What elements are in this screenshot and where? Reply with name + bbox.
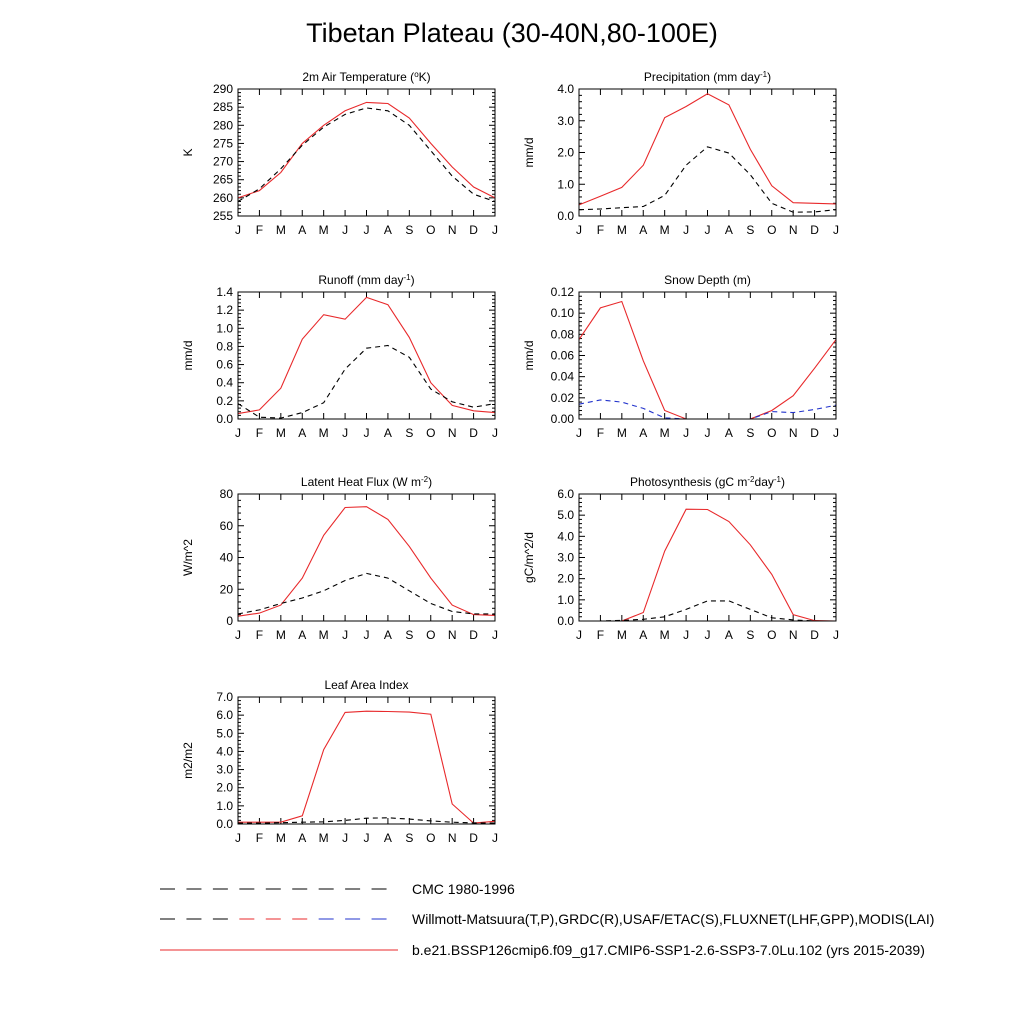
y-tick-label: 0.4 [216, 375, 233, 390]
y-tick-label: 1.0 [557, 592, 574, 607]
x-tick-label: A [298, 223, 307, 237]
y-axis-label: W/m^2 [181, 539, 195, 576]
y-tick-label: 285 [212, 100, 233, 115]
x-tick-label: F [255, 628, 264, 642]
x-tick-label: F [255, 426, 264, 440]
x-tick-label: A [383, 223, 392, 237]
x-tick-label: J [576, 628, 582, 642]
x-tick-label: D [810, 426, 819, 440]
x-tick-label: A [298, 831, 307, 845]
x-tick-label: J [235, 426, 241, 440]
x-tick-label: J [833, 223, 839, 237]
x-tick-label: J [492, 426, 498, 440]
panel-title: Runoff (mm day$^{-1}$) [318, 272, 415, 287]
y-tick-label: 2.0 [557, 571, 574, 586]
x-tick-label: D [469, 426, 478, 440]
x-tick-label: O [767, 223, 777, 237]
y-tick-label: 80 [219, 487, 233, 501]
x-tick-label: A [724, 426, 733, 440]
series-line-model [238, 297, 495, 413]
x-tick-label: J [704, 628, 711, 642]
y-tick-label: 275 [212, 136, 233, 151]
chart-panel-snow_depth [522, 273, 839, 440]
x-tick-label: N [447, 831, 457, 845]
y-tick-label: 260 [212, 190, 233, 205]
x-tick-label: S [746, 426, 755, 440]
y-tick-label: 280 [212, 118, 233, 133]
y-tick-label: 20 [219, 582, 233, 597]
x-tick-label: A [639, 223, 648, 237]
y-tick-label: 1.0 [557, 177, 574, 192]
x-tick-label: O [426, 426, 436, 440]
legend-entry [160, 881, 515, 897]
y-tick-label: 0.04 [550, 369, 574, 384]
y-tick-label: 5.0 [557, 508, 574, 523]
x-tick-label: J [683, 426, 690, 440]
x-tick-label: J [342, 223, 349, 237]
x-tick-label: J [235, 628, 241, 642]
chart-panel-precipitation [522, 70, 839, 238]
series-line-obs [238, 108, 495, 202]
y-tick-label: 3.0 [216, 762, 233, 777]
y-tick-label: 4.0 [557, 82, 574, 96]
y-tick-label: 0.6 [216, 357, 233, 372]
x-tick-label: M [318, 426, 329, 440]
x-tick-label: F [255, 223, 264, 237]
x-tick-label: J [492, 223, 498, 237]
chart-panel-lai [181, 678, 498, 845]
x-tick-label: M [318, 223, 329, 237]
panel-title: Photosynthesis (gC $m^{-2}day^{-1}$) [630, 474, 785, 489]
y-tick-label: 4.0 [557, 529, 574, 544]
legend-label: Willmott-Matsuura(T,P),GRDC(R),USAF/ETAC(S),FLUXNET(LHF,GPP),MODIS(LAI) [412, 911, 935, 927]
x-tick-label: A [639, 426, 648, 440]
x-tick-label: A [724, 223, 733, 237]
x-tick-label: S [405, 831, 414, 845]
y-tick-label: 0.10 [550, 306, 574, 321]
x-tick-label: A [383, 831, 392, 845]
y-tick-label: 0.8 [216, 339, 233, 354]
y-tick-label: 0.02 [550, 390, 574, 405]
plot-frame [579, 292, 836, 419]
x-tick-label: D [469, 223, 478, 237]
plot-frame [238, 494, 495, 621]
x-tick-label: O [426, 628, 436, 642]
x-tick-label: J [683, 628, 690, 642]
y-tick-label: 270 [212, 154, 233, 169]
x-tick-label: M [275, 831, 286, 845]
y-tick-label: 1.0 [216, 321, 233, 336]
x-tick-label: M [318, 831, 329, 845]
panel-title: Leaf Area Index [324, 678, 409, 692]
y-tick-label: 0.0 [216, 412, 233, 426]
y-tick-label: 255 [212, 209, 233, 223]
x-tick-label: S [405, 426, 414, 440]
x-tick-label: J [704, 426, 711, 440]
x-tick-label: O [767, 426, 777, 440]
y-tick-label: 2.0 [216, 780, 233, 795]
x-tick-label: A [639, 628, 648, 642]
x-tick-label: N [447, 426, 457, 440]
x-tick-label: A [298, 628, 307, 642]
x-tick-label: M [616, 223, 627, 237]
series-line-model [238, 102, 495, 197]
panel-title: 2m Air Temperature ($^o$K) [302, 69, 431, 84]
x-tick-label: N [788, 628, 798, 642]
x-tick-label: S [746, 223, 755, 237]
x-tick-label: O [767, 628, 777, 642]
x-tick-label: O [426, 831, 436, 845]
x-tick-label: J [576, 426, 582, 440]
y-tick-label: 1.2 [216, 303, 233, 318]
y-tick-label: 3.0 [557, 113, 574, 128]
x-tick-label: A [383, 426, 392, 440]
y-axis-label: gC/m^2/d [522, 532, 536, 583]
x-tick-label: J [363, 223, 370, 237]
y-tick-label: 0.2 [216, 393, 233, 408]
x-tick-label: J [363, 628, 370, 642]
y-tick-label: 4.0 [216, 744, 233, 759]
series-line-model [579, 94, 836, 205]
x-tick-label: J [342, 831, 349, 845]
x-tick-label: F [255, 831, 264, 845]
x-tick-label: M [659, 628, 670, 642]
x-tick-label: S [405, 223, 414, 237]
chart-panel-runoff [181, 273, 498, 441]
x-tick-label: J [833, 426, 839, 440]
x-tick-label: J [235, 223, 241, 237]
series-line-model [238, 711, 495, 823]
y-tick-label: 3.0 [557, 550, 574, 565]
y-tick-label: 6.0 [557, 487, 574, 501]
chart-panel-photosynthesis [522, 475, 839, 643]
chart-panel-latent_heat [181, 475, 498, 643]
x-tick-label: N [788, 426, 798, 440]
x-tick-label: J [704, 223, 711, 237]
plot-frame [579, 494, 836, 621]
y-tick-label: 0.0 [216, 817, 233, 831]
x-tick-label: A [298, 426, 307, 440]
series-line-model [238, 507, 495, 617]
panel-title: Precipitation (mm day$^{-1}$) [643, 69, 772, 84]
y-tick-label: 0.0 [557, 614, 574, 628]
x-tick-label: J [576, 223, 582, 237]
x-tick-label: D [469, 628, 478, 642]
x-tick-label: J [492, 628, 498, 642]
x-tick-label: M [659, 223, 670, 237]
y-tick-label: 1.4 [216, 285, 233, 299]
y-tick-label: 40 [219, 550, 233, 565]
panel-title: Snow Depth (m) [664, 273, 751, 287]
x-tick-label: J [342, 628, 349, 642]
x-tick-label: M [659, 426, 670, 440]
x-tick-label: F [596, 628, 605, 642]
y-tick-label: 0.06 [550, 348, 574, 363]
x-tick-label: O [426, 223, 436, 237]
x-tick-label: D [810, 628, 819, 642]
y-tick-label: 5.0 [216, 726, 233, 741]
x-tick-label: A [383, 628, 392, 642]
x-tick-label: M [275, 223, 286, 237]
x-tick-label: N [447, 628, 457, 642]
x-tick-label: D [469, 831, 478, 845]
legend [160, 881, 934, 958]
x-tick-label: F [596, 223, 605, 237]
y-tick-label: 265 [212, 172, 233, 187]
x-tick-label: M [318, 628, 329, 642]
y-tick-label: 2.0 [557, 145, 574, 160]
y-axis-label: mm/d [522, 340, 536, 371]
y-tick-label: 1.0 [216, 798, 233, 813]
x-tick-label: S [405, 628, 414, 642]
legend-label: b.e21.BSSP126cmip6.f09_g17.CMIP6-SSP1-2.6-SSP3-7.0Lu.102 (yrs 2015-2039) [412, 942, 925, 958]
y-axis-label: m2/m2 [181, 742, 195, 779]
y-axis-label: mm/d [522, 137, 536, 168]
x-tick-label: S [746, 628, 755, 642]
y-axis-label: K [181, 148, 195, 157]
plot-frame [238, 697, 495, 824]
x-tick-label: J [363, 831, 370, 845]
y-tick-label: 6.0 [216, 708, 233, 723]
x-tick-label: N [447, 223, 457, 237]
legend-label: CMC 1980-1996 [412, 881, 515, 897]
y-axis-label: mm/d [181, 340, 195, 371]
x-tick-label: J [492, 831, 498, 845]
x-tick-label: J [833, 628, 839, 642]
y-tick-label: 290 [212, 82, 233, 96]
legend-entry [160, 942, 925, 958]
x-tick-label: J [363, 426, 370, 440]
plot-frame [238, 89, 495, 216]
y-tick-label: 7.0 [216, 690, 233, 704]
series-line-model [579, 509, 836, 621]
chart-panel-temperature [181, 70, 498, 238]
x-tick-label: F [596, 426, 605, 440]
y-tick-label: 0.08 [550, 327, 574, 342]
panel-title: Latent Heat Flux (W $m^{-2}$) [300, 474, 433, 489]
x-tick-label: A [724, 628, 733, 642]
y-tick-label: 0.00 [550, 412, 574, 426]
page-title: Tibetan Plateau (30-40N,80-100E) [306, 18, 718, 48]
legend-entry [160, 911, 934, 927]
y-tick-label: 0.0 [557, 209, 574, 223]
x-tick-label: M [275, 628, 286, 642]
x-tick-label: M [616, 628, 627, 642]
x-tick-label: J [683, 223, 690, 237]
x-tick-label: J [342, 426, 349, 440]
plot-frame [238, 292, 495, 419]
series-line-obs [238, 573, 495, 614]
y-tick-label: 0 [226, 614, 233, 628]
x-tick-label: D [810, 223, 819, 237]
plot-frame [579, 89, 836, 216]
x-tick-label: N [788, 223, 798, 237]
series-line-obs [238, 346, 495, 419]
x-tick-label: M [275, 426, 286, 440]
y-tick-label: 0.12 [550, 285, 574, 299]
x-tick-label: M [616, 426, 627, 440]
y-tick-label: 60 [219, 518, 233, 533]
x-tick-label: J [235, 831, 241, 845]
